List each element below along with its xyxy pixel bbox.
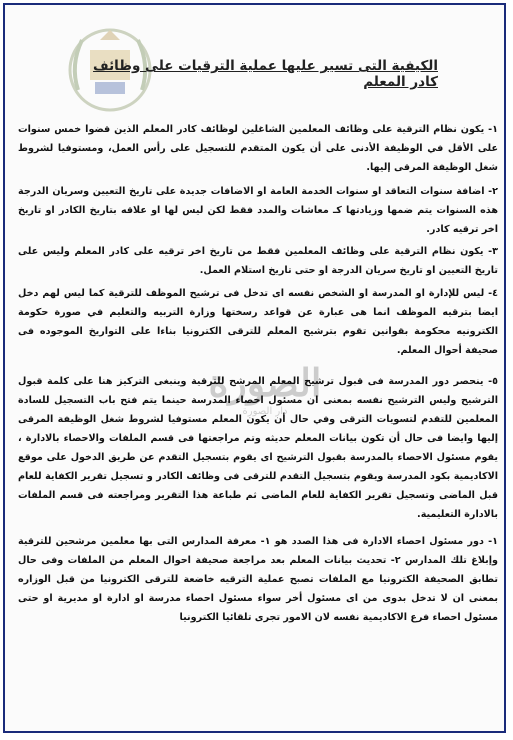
watermark: [180, 360, 350, 420]
document-title: الكيفية التى تسير عليها عملية الترقيات على وظائف كادر المعلم: [93, 58, 438, 90]
paragraph-2: ٢- اضافة سنوات التعاقد او سنوات الخدمة العامة او الاضافات جديدة على تاريخ التعيين وسريان الدرجة هذه السنوات يتم ضمها وزيادتها كـ معاشات والمدد فقط لكن ليس لها او علاقه بتاريخ الكادر او تاريخ اخر ترقيه كادر.: [18, 186, 498, 235]
watermark-text: الصورة: [208, 360, 322, 405]
paragraph-1: ١- يكون نظام الترقية على وظائف المعلمين الشاغلين لوظائف كادر المعلم الذين قضوا خمس سنوات على الأقل في الوظيفة الأدنى على أن يكون المتقدم للتسجيل على رأس العمل، ومستوفيا لشروط شغل الوظيفة المرقى إليها.: [18, 124, 498, 173]
paragraph-3: ٣- يكون نظام الترقية على وظائف المعلمين فقط من تاريخ اخر ترقيه على كادر المعلم وليس على تاريخ التعيين او تاريخ سريان الدرجة او حتى تاريخ استلام العمل.: [18, 246, 498, 276]
paragraph-5: ٥- ينحصر دور المدرسة فى قبول ترشيح المعلم المرشح للترقية وينبغى التركيز هنا على كلمة قبول الترشيح وليس الترشيح نفسه بمعنى ان مسئول احصاء المدرسة حينما يتم فتح باب التسجيل للسادة المعلمين للتقدم لتسويات الترقى وفي حال أن يكون المعلم مستوفيا لشروط شغل الوظيفة المرقى إليها وايضا فى حال أن تكون بيانات المعلم حديثه وتم مراجعتها فى قسم الملفات والاحصاء بالادارة ، يقوم مسئول الاحصاء بالمدرسة بقبول الترشيح اى يقوم بتسجيل التقدم عن طريق الدخول على موقع الاكاديمية بكود المدرسة ويقوم بتسجيل التقدم للترقى فى وظائف الكادر و تسجيل تقرير الكفاية للعام قبل الماضى وتسجيل تقرير الكفاية للعام الماضى ثم طباعة هذا التقرير ومراجعته فى قسم الملفات بالادارة التعليمية.: [18, 376, 498, 520]
paragraph-6: ١- دور مسئول احصاء الادارة فى هذا الصدد هو ١- معرفة المدارس التى بها معلمين مرشحين للترقية وإبلاغ تلك المدارس ٢- تحديث بيانات المعلم بعد مراجعة صحيفة احوال المعلم من الملفات وفى حال تطابق الصحيفة الكترونيا مع الملفات تصبح عملية الترقيه خاضعة للترقى الكترونيا من قبل الوزاره بمعنى ان لا تدخل بدوى من اى مسئول أخر سواء مسئول احصاء مدرسة او ادارة او مديرية او حتى مسئول احصاء فرع الاكاديمية نفسه لان الامور تجرى تلقائيا الكترونيا: [18, 536, 498, 623]
watermark-subtext: ﺩﺍﺭ ﺍﻟﺼﻮﺭﺓ: [242, 406, 288, 417]
paragraph-4: ٤- ليس للإدارة او المدرسة او الشخص نفسه اى تدخل فى ترشيح الموظف للترقية كما ليس لهم دخل ايضا بترقيه الموظف انما هى عبارة عن قواعد رسختها وزارة التربيه والتعليم في صورة حكومة الكترونيه محكومة بقوانين تقوم بترشيح المعلم للترقى الكترونيا بناءا على التواريخ الموجوده فى صحيفة أحوال المعلم.: [18, 288, 498, 356]
